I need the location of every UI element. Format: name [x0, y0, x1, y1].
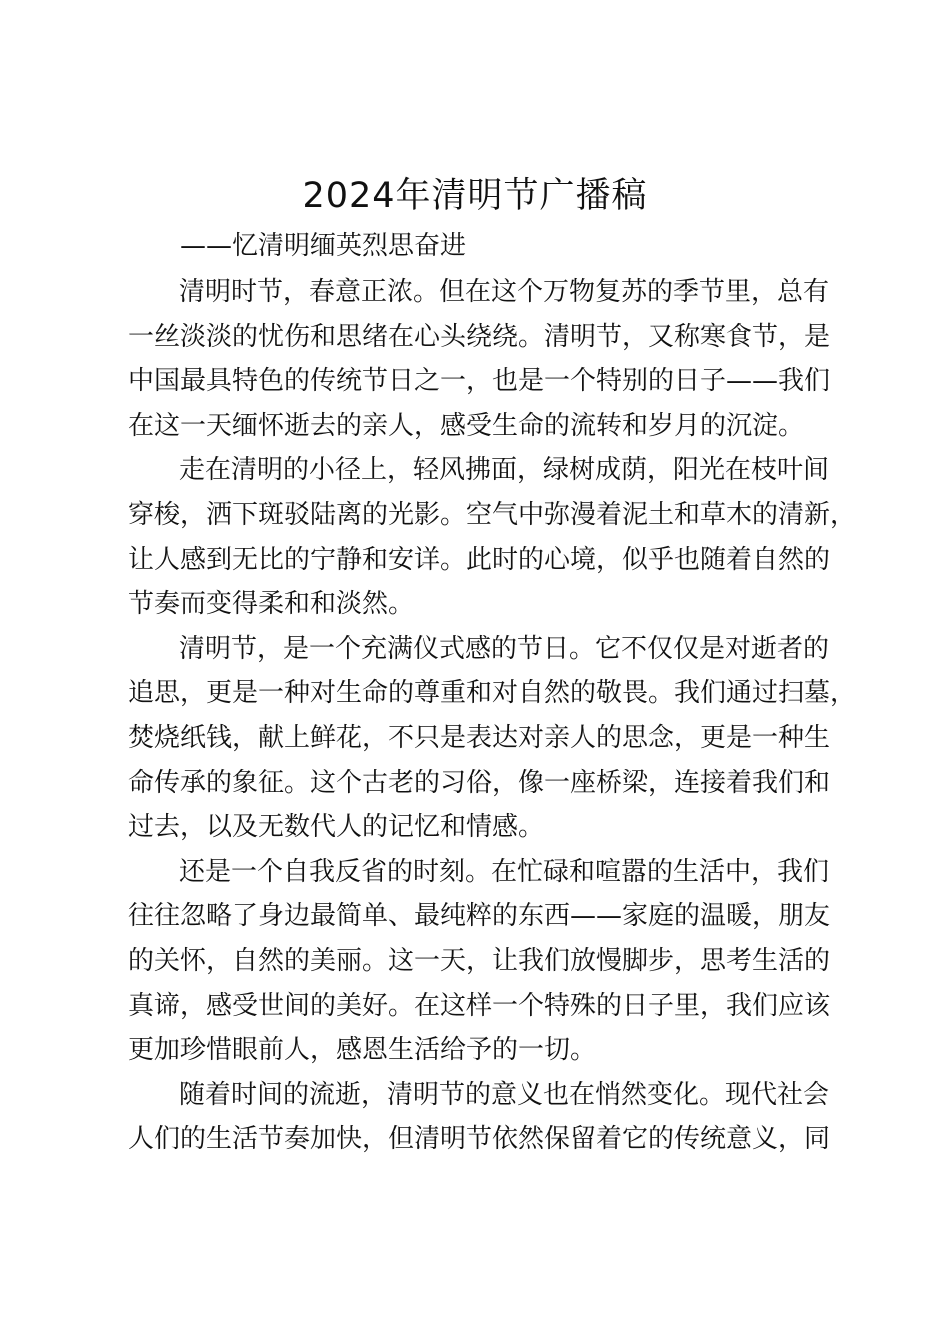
document-subtitle: ——忆清明缅英烈思奋进 [180, 231, 467, 261]
paragraph-line: 在这一天缅怀逝去的亲人，感受生命的流转和岁月的沉淀。 [128, 410, 805, 441]
paragraph-line: 人们的生活节奏加快，但清明节依然保留着它的传统意义，同 [128, 1124, 831, 1155]
paragraph-line: 清明节，是一个充满仪式感的节日。它不仅仅是对逝者的 [179, 633, 830, 664]
paragraph-line: 焚烧纸钱，献上鲜花，不只是表达对亲人的思念，更是一种生 [128, 722, 831, 753]
document-body [128, 270, 857, 1162]
paragraph-line: 节奏而变得柔和和淡然。 [128, 589, 415, 620]
paragraph-line: 追思，更是一种对生命的尊重和对自然的敬畏。我们通过扫墓， [128, 678, 857, 709]
paragraph-line: 的关怀，自然的美丽。这一天，让我们放慢脚步，思考生活的 [128, 945, 831, 976]
paragraph-line: 走在清明的小径上，轻风拂面，绿树成荫，阳光在枝叶间 [179, 455, 830, 486]
paragraph-line: 往往忽略了身边最简单、最纯粹的东西——家庭的温暖，朋友 [128, 901, 831, 932]
document-title: 2024年清明节广播稿 [302, 176, 648, 216]
paragraph-line: 清明时节，春意正浓。但在这个万物复苏的季节里，总有 [179, 277, 830, 307]
paragraph-line: 过去，以及无数代人的记忆和情感。 [128, 812, 545, 843]
paragraph-line: 穿梭，洒下斑驳陆离的光影。空气中弥漫着泥土和草木的清新， [128, 499, 857, 530]
paragraph-line: 还是一个自我反省的时刻。在忙碌和喧嚣的生活中，我们 [179, 856, 830, 887]
paragraph-line: 命传承的象征。这个古老的习俗，像一座桥梁，连接着我们和 [128, 767, 831, 798]
paragraph-line: 真谛，感受世间的美好。在这样一个特殊的日子里，我们应该 [128, 990, 831, 1021]
paragraph-line: 让人感到无比的宁静和安详。此时的心境，似乎也随着自然的 [128, 544, 831, 575]
paragraph-line: 一丝淡淡的忧伤和思绪在心头绕绕。清明节，又称寒食节，是 [128, 321, 831, 352]
paragraph-line: 中国最具特色的传统节日之一，也是一个特别的日子——我们 [128, 366, 831, 397]
paragraph-line: 随着时间的流逝，清明节的意义也在悄然变化。现代社会 [179, 1079, 830, 1110]
paragraph-line: 更加珍惜眼前人，感恩生活给予的一切。 [128, 1035, 597, 1066]
